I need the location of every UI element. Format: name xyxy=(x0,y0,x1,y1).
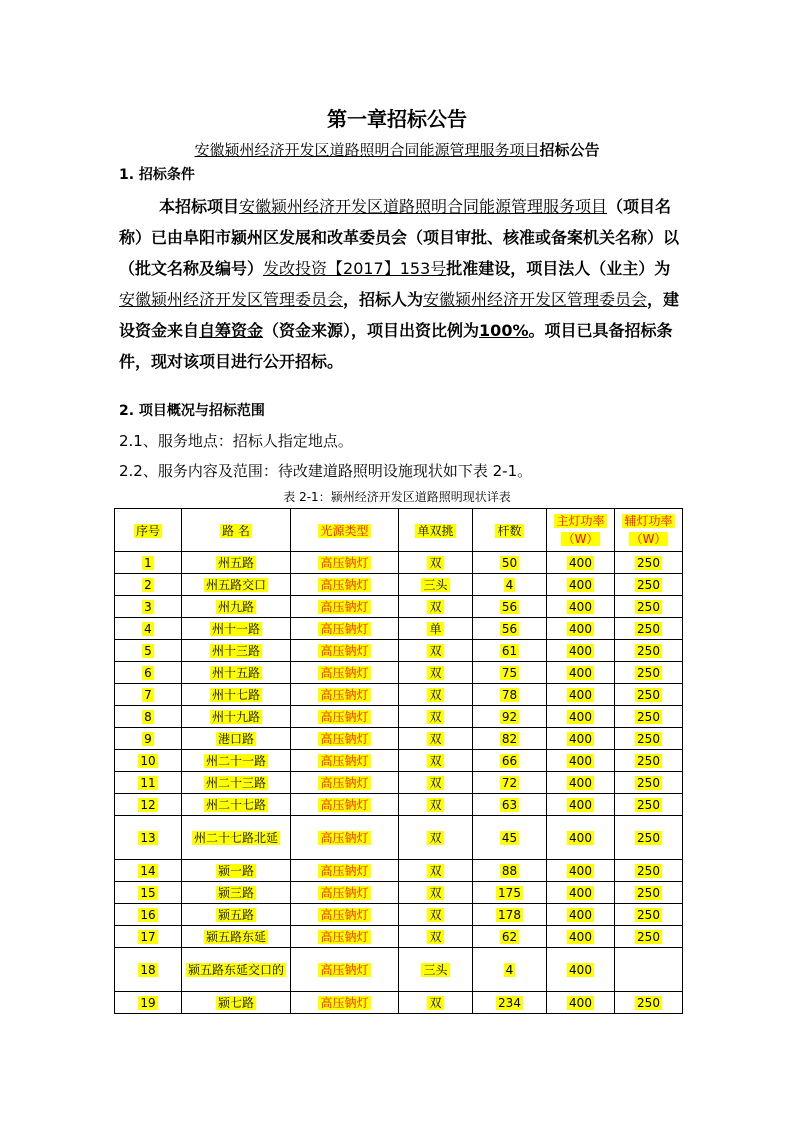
chapter-title: 第一章招标公告 xyxy=(327,107,467,131)
cell-index: 5 xyxy=(115,640,182,662)
cell-arm: 双 xyxy=(399,794,473,816)
cell-light-type: 高压钠灯 xyxy=(291,904,399,926)
cell-aux-power: 250 xyxy=(615,860,683,882)
cell-poles: 56 xyxy=(473,618,547,640)
cell-aux-power: 250 xyxy=(615,992,683,1014)
cell-road: 颍五路东延交口的 xyxy=(182,948,291,992)
cell-poles: 45 xyxy=(473,816,547,860)
cell-arm: 单 xyxy=(399,618,473,640)
header-main-power: 主灯功率 （W） xyxy=(547,509,615,552)
table-row xyxy=(115,794,683,816)
table-row xyxy=(115,750,683,772)
table-row xyxy=(115,684,683,706)
cell-road: 港口路 xyxy=(182,728,291,750)
cell-arm: 双 xyxy=(399,706,473,728)
cell-index: 1 xyxy=(115,552,182,574)
cell-light-type: 高压钠灯 xyxy=(291,860,399,882)
cell-main-power: 400 xyxy=(547,882,615,904)
header-light-type: 光源类型 xyxy=(291,509,399,552)
cell-main-power: 400 xyxy=(547,706,615,728)
cell-poles: 178 xyxy=(473,904,547,926)
subtitle xyxy=(0,139,794,160)
cell-main-power: 400 xyxy=(547,574,615,596)
section1-paragraph: 本招标项目安徽颍州经济开发区道路照明合同能源管理服务项目（项目名称）已由阜阳市颍州区发展和改革委员会（项目审批、核准或备案机关名称）以（批文名称及编号）发改投资【2017】153号批准建设，项目法人（业主）为安徽颍州经济开发区管理委员会，招标人为安徽颍州经济开发区管理委员会，建设资金来自自筹资金（资金来源），项目出资比例为100%。项目已具备招标条件，现对该项目进行公开招标。 xyxy=(119,197,680,371)
subtitle-project: 安徽颍州经济开发区道路照明合同能源管理服务项目 xyxy=(194,141,540,159)
cell-index: 13 xyxy=(115,816,182,860)
table-caption: 表 2-1：颍州经济开发区道路照明现状详表 xyxy=(283,490,511,504)
cell-aux-power: 250 xyxy=(615,618,683,640)
cell-light-type: 高压钠灯 xyxy=(291,574,399,596)
section1-heading: 1. 招标条件 xyxy=(119,167,195,183)
cell-main-power: 400 xyxy=(547,860,615,882)
lighting-status-table xyxy=(114,508,683,1014)
cell-index: 8 xyxy=(115,706,182,728)
header-poles: 杆数 xyxy=(473,509,547,552)
cell-light-type: 高压钠灯 xyxy=(291,662,399,684)
cell-index: 15 xyxy=(115,882,182,904)
funding-ratio: 100% xyxy=(479,321,529,340)
cell-main-power: 400 xyxy=(547,992,615,1014)
cell-poles: 66 xyxy=(473,750,547,772)
cell-light-type: 高压钠灯 xyxy=(291,750,399,772)
cell-road: 州十一路 xyxy=(182,618,291,640)
cell-aux-power: 250 xyxy=(615,750,683,772)
cell-arm: 双 xyxy=(399,882,473,904)
cell-road: 州二十一路 xyxy=(182,750,291,772)
table-row xyxy=(115,640,683,662)
header-road: 路 名 xyxy=(182,509,291,552)
cell-road: 颍三路 xyxy=(182,882,291,904)
cell-aux-power: 250 xyxy=(615,772,683,794)
cell-light-type: 高压钠灯 xyxy=(291,684,399,706)
cell-main-power: 400 xyxy=(547,728,615,750)
cell-arm: 双 xyxy=(399,860,473,882)
cell-poles: 4 xyxy=(473,574,547,596)
cell-main-power: 400 xyxy=(547,662,615,684)
cell-index: 12 xyxy=(115,794,182,816)
cell-light-type: 高压钠灯 xyxy=(291,728,399,750)
cell-light-type: 高压钠灯 xyxy=(291,794,399,816)
cell-light-type: 高压钠灯 xyxy=(291,926,399,948)
cell-index: 14 xyxy=(115,860,182,882)
cell-aux-power: 250 xyxy=(615,640,683,662)
cell-arm: 双 xyxy=(399,662,473,684)
cell-main-power: 400 xyxy=(547,772,615,794)
table-row xyxy=(115,992,683,1014)
cell-road: 颍一路 xyxy=(182,860,291,882)
cell-road: 州五路交口 xyxy=(182,574,291,596)
cell-poles: 75 xyxy=(473,662,547,684)
cell-poles: 92 xyxy=(473,706,547,728)
cell-main-power: 400 xyxy=(547,552,615,574)
cell-main-power: 400 xyxy=(547,684,615,706)
cell-road: 州十三路 xyxy=(182,640,291,662)
cell-arm: 双 xyxy=(399,904,473,926)
cell-aux-power: 250 xyxy=(615,574,683,596)
cell-light-type: 高压钠灯 xyxy=(291,772,399,794)
cell-road: 州五路 xyxy=(182,552,291,574)
table-row xyxy=(115,948,683,992)
cell-arm: 双 xyxy=(399,596,473,618)
cell-main-power: 400 xyxy=(547,750,615,772)
cell-road: 州二十七路北延 xyxy=(182,816,291,860)
cell-road: 颍五路东延 xyxy=(182,926,291,948)
table-row xyxy=(115,728,683,750)
cell-index: 3 xyxy=(115,596,182,618)
cell-poles: 88 xyxy=(473,860,547,882)
table-row xyxy=(115,816,683,860)
tenderer: 安徽颍州经济开发区管理委员会 xyxy=(423,290,648,309)
cell-main-power: 400 xyxy=(547,640,615,662)
header-arm: 单双挑 xyxy=(399,509,473,552)
cell-arm: 双 xyxy=(399,992,473,1014)
cell-arm: 双 xyxy=(399,926,473,948)
cell-road: 州二十七路 xyxy=(182,794,291,816)
cell-poles: 234 xyxy=(473,992,547,1014)
cell-road: 颍七路 xyxy=(182,992,291,1014)
table-row xyxy=(115,882,683,904)
cell-index: 19 xyxy=(115,992,182,1014)
cell-light-type: 高压钠灯 xyxy=(291,552,399,574)
table-row xyxy=(115,574,683,596)
table-row xyxy=(115,772,683,794)
cell-index: 9 xyxy=(115,728,182,750)
cell-aux-power: 250 xyxy=(615,794,683,816)
cell-arm: 双 xyxy=(399,552,473,574)
cell-poles: 61 xyxy=(473,640,547,662)
header-index: 序号 xyxy=(115,509,182,552)
table-row xyxy=(115,662,683,684)
cell-aux-power: 250 xyxy=(615,684,683,706)
cell-index: 6 xyxy=(115,662,182,684)
fund-source: 自筹资金 xyxy=(199,321,264,340)
cell-poles: 175 xyxy=(473,882,547,904)
cell-poles: 62 xyxy=(473,926,547,948)
header-aux-power: 辅灯功率 （W） xyxy=(615,509,683,552)
table-row xyxy=(115,596,683,618)
table-row xyxy=(115,552,683,574)
cell-aux-power: 250 xyxy=(615,926,683,948)
cell-road: 州十九路 xyxy=(182,706,291,728)
table-row xyxy=(115,926,683,948)
table-row xyxy=(115,904,683,926)
cell-arm: 双 xyxy=(399,640,473,662)
cell-light-type: 高压钠灯 xyxy=(291,816,399,860)
cell-arm: 双 xyxy=(399,772,473,794)
cell-aux-power: 250 xyxy=(615,728,683,750)
table-header-row xyxy=(115,509,683,552)
cell-poles: 56 xyxy=(473,596,547,618)
cell-light-type: 高压钠灯 xyxy=(291,882,399,904)
subtitle-suffix: 招标公告 xyxy=(539,141,600,159)
cell-light-type: 高压钠灯 xyxy=(291,948,399,992)
cell-poles: 78 xyxy=(473,684,547,706)
cell-index: 18 xyxy=(115,948,182,992)
cell-aux-power: 250 xyxy=(615,706,683,728)
cell-main-power: 400 xyxy=(547,926,615,948)
cell-light-type: 高压钠灯 xyxy=(291,706,399,728)
cell-main-power: 400 xyxy=(547,794,615,816)
cell-arm: 双 xyxy=(399,684,473,706)
section2-heading: 2. 项目概况与招标范围 xyxy=(119,403,265,419)
cell-aux-power: 250 xyxy=(615,552,683,574)
cell-light-type: 高压钠灯 xyxy=(291,640,399,662)
cell-arm: 三头 xyxy=(399,948,473,992)
cell-poles: 4 xyxy=(473,948,547,992)
cell-road: 州十五路 xyxy=(182,662,291,684)
cell-aux-power: 250 xyxy=(615,816,683,860)
cell-aux-power: 250 xyxy=(615,662,683,684)
section2-line1: 2.1、服务地点：招标人指定地点。 xyxy=(119,432,353,450)
cell-poles: 72 xyxy=(473,772,547,794)
cell-poles: 82 xyxy=(473,728,547,750)
cell-poles: 63 xyxy=(473,794,547,816)
cell-light-type: 高压钠灯 xyxy=(291,596,399,618)
project-owner: 安徽颍州经济开发区管理委员会 xyxy=(119,290,344,309)
cell-arm: 双 xyxy=(399,816,473,860)
approval-authority: 阜阳市颍州区发展和改革委员会 xyxy=(183,228,408,247)
cell-main-power: 400 xyxy=(547,904,615,926)
cell-poles: 50 xyxy=(473,552,547,574)
cell-road: 州十七路 xyxy=(182,684,291,706)
cell-road: 颍五路 xyxy=(182,904,291,926)
cell-index: 4 xyxy=(115,618,182,640)
cell-light-type: 高压钠灯 xyxy=(291,992,399,1014)
cell-main-power: 400 xyxy=(547,596,615,618)
section2-line2: 2.2、服务内容及范围：待改建道路照明设施现状如下表 2-1。 xyxy=(119,462,533,480)
cell-road: 州九路 xyxy=(182,596,291,618)
cell-road: 州二十三路 xyxy=(182,772,291,794)
cell-index: 17 xyxy=(115,926,182,948)
cell-aux-power xyxy=(615,948,683,992)
cell-aux-power: 250 xyxy=(615,596,683,618)
cell-aux-power: 250 xyxy=(615,904,683,926)
cell-aux-power: 250 xyxy=(615,882,683,904)
cell-arm: 双 xyxy=(399,728,473,750)
cell-light-type: 高压钠灯 xyxy=(291,618,399,640)
cell-arm: 双 xyxy=(399,750,473,772)
cell-index: 2 xyxy=(115,574,182,596)
cell-index: 16 xyxy=(115,904,182,926)
cell-index: 7 xyxy=(115,684,182,706)
cell-arm: 三头 xyxy=(399,574,473,596)
cell-main-power: 400 xyxy=(547,948,615,992)
table-row xyxy=(115,860,683,882)
table-row xyxy=(115,618,683,640)
cell-index: 10 xyxy=(115,750,182,772)
cell-index: 11 xyxy=(115,772,182,794)
cell-main-power: 400 xyxy=(547,618,615,640)
project-name: 安徽颍州经济开发区道路照明合同能源管理服务项目 xyxy=(239,197,608,216)
table-row xyxy=(115,706,683,728)
approval-doc: 发改投资【2017】153号 xyxy=(263,259,447,278)
cell-main-power: 400 xyxy=(547,816,615,860)
